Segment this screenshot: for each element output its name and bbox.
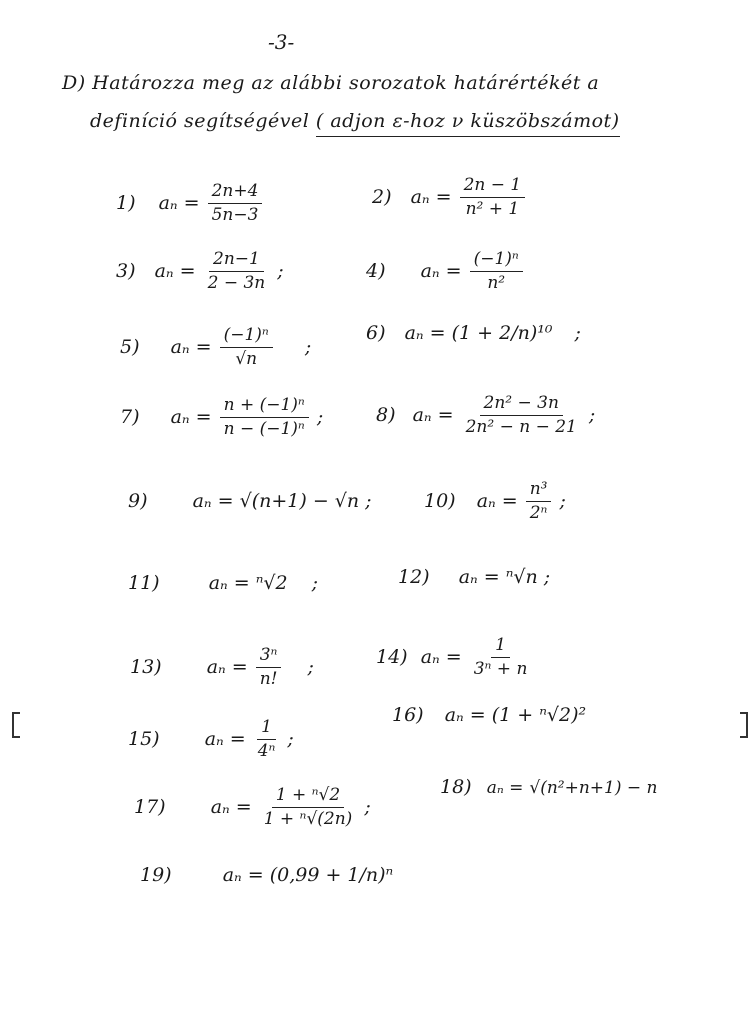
problem-1: 1) aₙ = $\frac{2n+4}{5n-3}$ (116, 182, 264, 224)
problem-17: 17) aₙ = $\frac{\text{1 + ⁿ√2}}{\text{1 + ⁿ√(2n)}}$ ; (134, 785, 371, 829)
right-edge-mark (740, 712, 748, 738)
page-number: -3- (268, 30, 295, 54)
problem-3: 3) aₙ = $\frac{2n-1}{2 - 3n}$ ; (116, 249, 284, 293)
problem-15: 15) aₙ = $\frac{1}{\text{4ⁿ}}$ ; (128, 717, 294, 761)
problem-19: 19) aₙ = (0,99 + 1/n)ⁿ (140, 864, 394, 886)
problem-12: 12) aₙ = ⁿ√n ; (398, 566, 551, 588)
task-heading: D) Határozza meg az alábbi sorozatok határértékét a (62, 72, 600, 94)
problem-18: 18) aₙ = √(n²+n+1) − n (440, 776, 658, 798)
problem-9: 9) aₙ = √(n+1) − √n ; (128, 490, 372, 512)
left-edge-mark (12, 712, 20, 738)
heading-prefix: definíció segítségével (90, 110, 310, 132)
problem-8: 8) aₙ = $\frac{\text{2n² − 3n}}{\text{2n² − n − 21}}$ ; (376, 393, 596, 437)
problem-11: 11) aₙ = ⁿ√2 ; (128, 572, 318, 594)
problem-14: 14) aₙ = $\frac{1}{\text{3ⁿ + n}}$ (376, 635, 528, 679)
problem-5: 5) aₙ = $\frac{\text{(−1)ⁿ}}{√n}$ ; (120, 325, 312, 369)
problem-7: 7) aₙ = $\frac{\text{n + (−1)ⁿ}}{\text{n − (−1)ⁿ}}$ ; (120, 395, 324, 439)
problem-2: 2) aₙ = $\frac{2n - 1}{\text{n² + 1}}$ (372, 176, 527, 218)
problem-13: 13) aₙ = $\frac{\text{3ⁿ}}{n!}$ ; (130, 645, 314, 689)
problem-6: 6) aₙ = (1 + 2/n)¹⁰ ; (366, 322, 581, 344)
problem-10: 10) aₙ = $\frac{\text{n³}}{\text{2ⁿ}}$ ; (424, 479, 566, 523)
task-heading-line2 (90, 110, 620, 132)
problem-16: 16) aₙ = (1 + ⁿ√2)² (392, 704, 587, 726)
problem-4: 4) aₙ = $\frac{\text{(−1)ⁿ}}{\text{n²}}$ (366, 250, 525, 292)
heading-hint: ( adjon ε-hoz ν küszöbszámot) (316, 110, 620, 137)
